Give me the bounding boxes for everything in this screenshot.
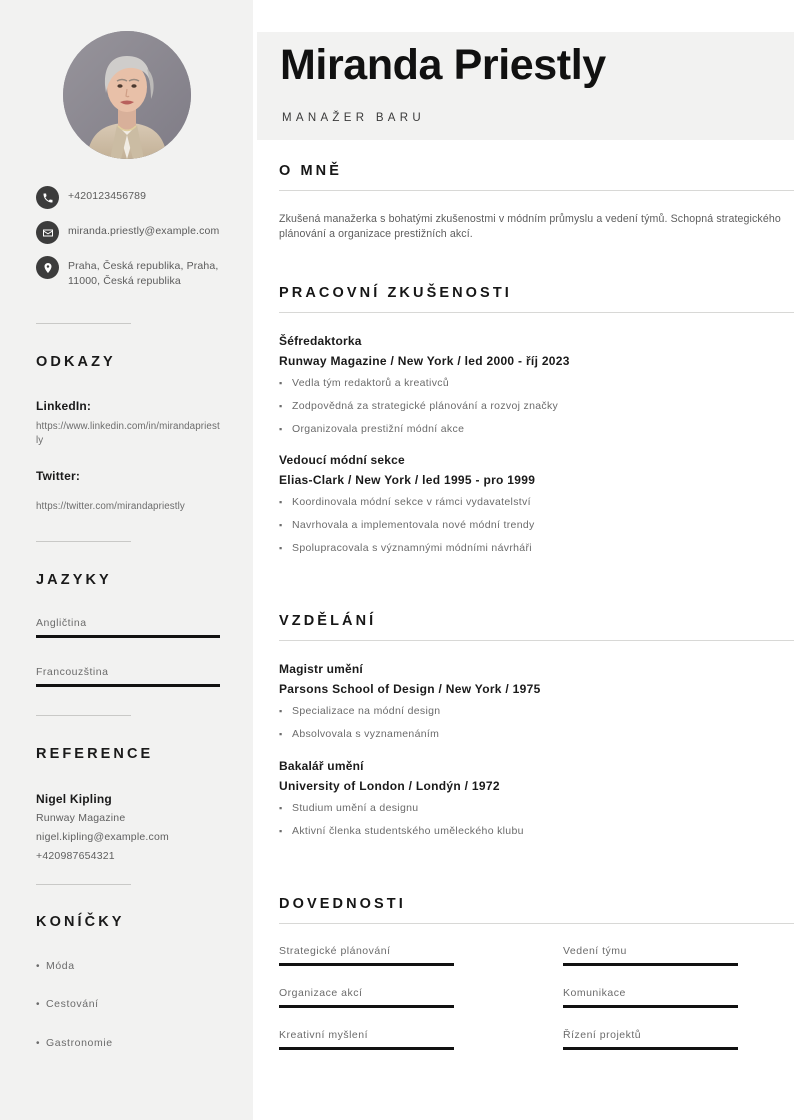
list-item	[279, 376, 794, 390]
section-rule	[279, 190, 794, 191]
sidebar-heading-reference: REFERENCE	[36, 746, 154, 762]
section-title-education: VZDĚLÁNÍ	[279, 613, 377, 629]
language-level-track	[36, 635, 220, 638]
section-rule	[279, 640, 794, 641]
education-bullet-list	[279, 704, 794, 741]
list-item	[279, 704, 794, 718]
skill-level-track	[279, 1005, 454, 1008]
skills-grid	[279, 945, 794, 1071]
skill-level-fill	[279, 1047, 454, 1050]
skill-label: Vedení týmu	[563, 945, 627, 957]
list-item	[279, 399, 794, 413]
experience-bullet-list	[279, 376, 794, 436]
list-item-label: Spolupracovala s významnými módními návrháři	[292, 542, 532, 554]
section-title-skills: DOVEDNOSTI	[279, 896, 406, 912]
bullet-icon: •	[36, 1038, 41, 1049]
contact-email[interactable]	[36, 221, 226, 244]
phone-icon	[36, 186, 59, 209]
sidebar-divider-4	[36, 884, 131, 885]
language-name: Francouzština	[36, 666, 109, 678]
contact-address-value: Praha, Česká republika, Praha, 11000, Česká republika	[68, 260, 219, 287]
link-label-linkedin: LinkedIn:	[36, 399, 92, 413]
list-item-label: Navrhovala a implementovala nové módní trendy	[292, 519, 535, 531]
education-school-meta: University of London / Londýn / 1972	[279, 779, 500, 793]
list-item	[279, 422, 794, 436]
hobby-label: Móda	[46, 960, 75, 972]
contact-phone[interactable]	[36, 186, 226, 209]
skill-level-fill	[563, 963, 738, 966]
skill-label: Strategické plánování	[279, 945, 391, 957]
sidebar-divider-1	[36, 323, 131, 324]
hobby-label: Cestování	[46, 998, 99, 1010]
contact-address[interactable]	[36, 256, 226, 288]
skill-item	[279, 945, 507, 966]
hobby-item	[36, 960, 75, 972]
skill-item	[563, 945, 791, 966]
list-item	[279, 824, 794, 838]
experience-company-meta: Elias-Clark / New York / led 1995 - pro 1999	[279, 473, 536, 487]
bullet-icon: ▪	[279, 520, 283, 530]
skill-level-fill	[563, 1047, 738, 1050]
experience-job-title: Šéfredaktorka	[279, 334, 362, 348]
contact-block	[36, 186, 226, 300]
link-url-linkedin[interactable]: https://www.linkedin.com/in/mirandapriestly	[36, 421, 220, 446]
section-rule	[279, 312, 794, 313]
bullet-icon: ▪	[279, 706, 283, 716]
hobby-label: Gastronomie	[46, 1037, 113, 1049]
reference-email[interactable]: nigel.kipling@example.com	[36, 831, 169, 843]
skill-level-track	[563, 1047, 738, 1050]
sidebar-divider-3	[36, 715, 131, 716]
skill-level-track	[279, 1047, 454, 1050]
language-level-fill	[36, 684, 220, 687]
education-degree: Magistr umění	[279, 662, 363, 676]
contact-email-value: miranda.priestly@example.com	[68, 225, 220, 237]
bullet-icon: ▪	[279, 497, 283, 507]
about-text: Zkušená manažerka s bohatými zkušenostmi v módním průmyslu a vedení týmů. Schopná strategického plánování a organizace prestižních akcí.	[279, 213, 781, 240]
education-school-meta: Parsons School of Design / New York / 1975	[279, 682, 541, 696]
sidebar-heading-languages: JAZYKY	[36, 572, 112, 588]
experience-entry	[279, 453, 794, 555]
skill-label: Organizace akcí	[279, 987, 363, 999]
avatar	[63, 31, 191, 159]
education-entry	[279, 662, 794, 741]
section-title-about: O MNĚ	[279, 163, 343, 179]
list-item	[279, 541, 794, 555]
hobby-item	[36, 998, 99, 1010]
section-title-experience: PRACOVNÍ ZKUŠENOSTI	[279, 285, 512, 301]
language-level-fill	[36, 635, 220, 638]
experience-job-title: Vedoucí módní sekce	[279, 453, 405, 467]
section-education	[279, 613, 794, 847]
experience-company-meta: Runway Magazine / New York / led 2000 - říj 2023	[279, 354, 570, 368]
reference-name: Nigel Kipling	[36, 792, 112, 806]
link-url-twitter[interactable]: https://twitter.com/mirandapriestly	[36, 501, 185, 512]
skill-label: Řízení projektů	[563, 1029, 642, 1041]
list-item	[279, 801, 794, 815]
list-item-label: Koordinovala módní sekce v rámci vydavatelství	[292, 496, 531, 508]
bullet-icon: ▪	[279, 803, 283, 813]
list-item-label: Vedla tým redaktorů a kreativců	[292, 377, 449, 389]
reference-company: Runway Magazine	[36, 812, 126, 824]
list-item-label: Studium umění a designu	[292, 802, 419, 814]
skill-item	[279, 987, 507, 1008]
experience-bullet-list	[279, 495, 794, 555]
skill-level-track	[563, 1005, 738, 1008]
section-experience	[279, 285, 794, 564]
sidebar-heading-links: ODKAZY	[36, 354, 116, 370]
skill-level-fill	[279, 1005, 454, 1008]
list-item-label: Specializace na módní design	[292, 705, 441, 717]
list-item-label: Organizovala prestižní módní akce	[292, 423, 465, 435]
sidebar-heading-hobbies: KONÍČKY	[36, 914, 125, 930]
bullet-icon: ▪	[279, 378, 283, 388]
skill-level-track	[279, 963, 454, 966]
location-pin-icon	[36, 256, 59, 279]
bullet-icon: ▪	[279, 401, 283, 411]
experience-entry	[279, 334, 794, 436]
profile-photo	[63, 31, 191, 159]
skill-label: Komunikace	[563, 987, 626, 999]
education-degree: Bakalář umění	[279, 759, 364, 773]
language-level-track	[36, 684, 220, 687]
skill-level-track	[563, 963, 738, 966]
bullet-icon: ▪	[279, 424, 283, 434]
bullet-icon: ▪	[279, 543, 283, 553]
list-item-label: Zodpovědná za strategické plánování a rozvoj značky	[292, 400, 559, 412]
link-label-twitter: Twitter:	[36, 469, 81, 483]
reference-phone[interactable]: +420987654321	[36, 850, 115, 862]
sidebar-divider-2	[36, 541, 131, 542]
section-skills	[279, 896, 794, 1071]
bullet-icon: ▪	[279, 826, 283, 836]
page-title: Miranda Priestly	[280, 41, 606, 89]
language-item-french	[36, 666, 220, 687]
list-item	[279, 518, 794, 532]
job-role-subtitle: MANAŽER BARU	[282, 112, 425, 124]
sidebar	[0, 0, 253, 1120]
skill-level-fill	[563, 1005, 738, 1008]
contact-phone-value: +420123456789	[68, 190, 147, 202]
language-name: Angličtina	[36, 617, 87, 629]
skill-level-fill	[279, 963, 454, 966]
bullet-icon: •	[36, 999, 41, 1010]
bullet-icon: •	[36, 961, 41, 972]
language-item-english	[36, 617, 220, 638]
section-about	[279, 163, 794, 242]
skill-item	[563, 1029, 791, 1050]
hobby-item	[36, 1037, 113, 1049]
skill-label: Kreativní myšlení	[279, 1029, 369, 1041]
bullet-icon: ▪	[279, 729, 283, 739]
education-entry	[279, 759, 794, 838]
section-rule	[279, 923, 794, 924]
list-item-label: Absolvovala s vyznamenáním	[292, 728, 440, 740]
list-item	[279, 495, 794, 509]
envelope-icon	[36, 221, 59, 244]
list-item	[279, 727, 794, 741]
skill-item	[563, 987, 791, 1008]
education-bullet-list	[279, 801, 794, 838]
main-content	[257, 0, 794, 1120]
list-item-label: Aktivní členka studentského uměleckého klubu	[292, 825, 524, 837]
skill-item	[279, 1029, 507, 1050]
